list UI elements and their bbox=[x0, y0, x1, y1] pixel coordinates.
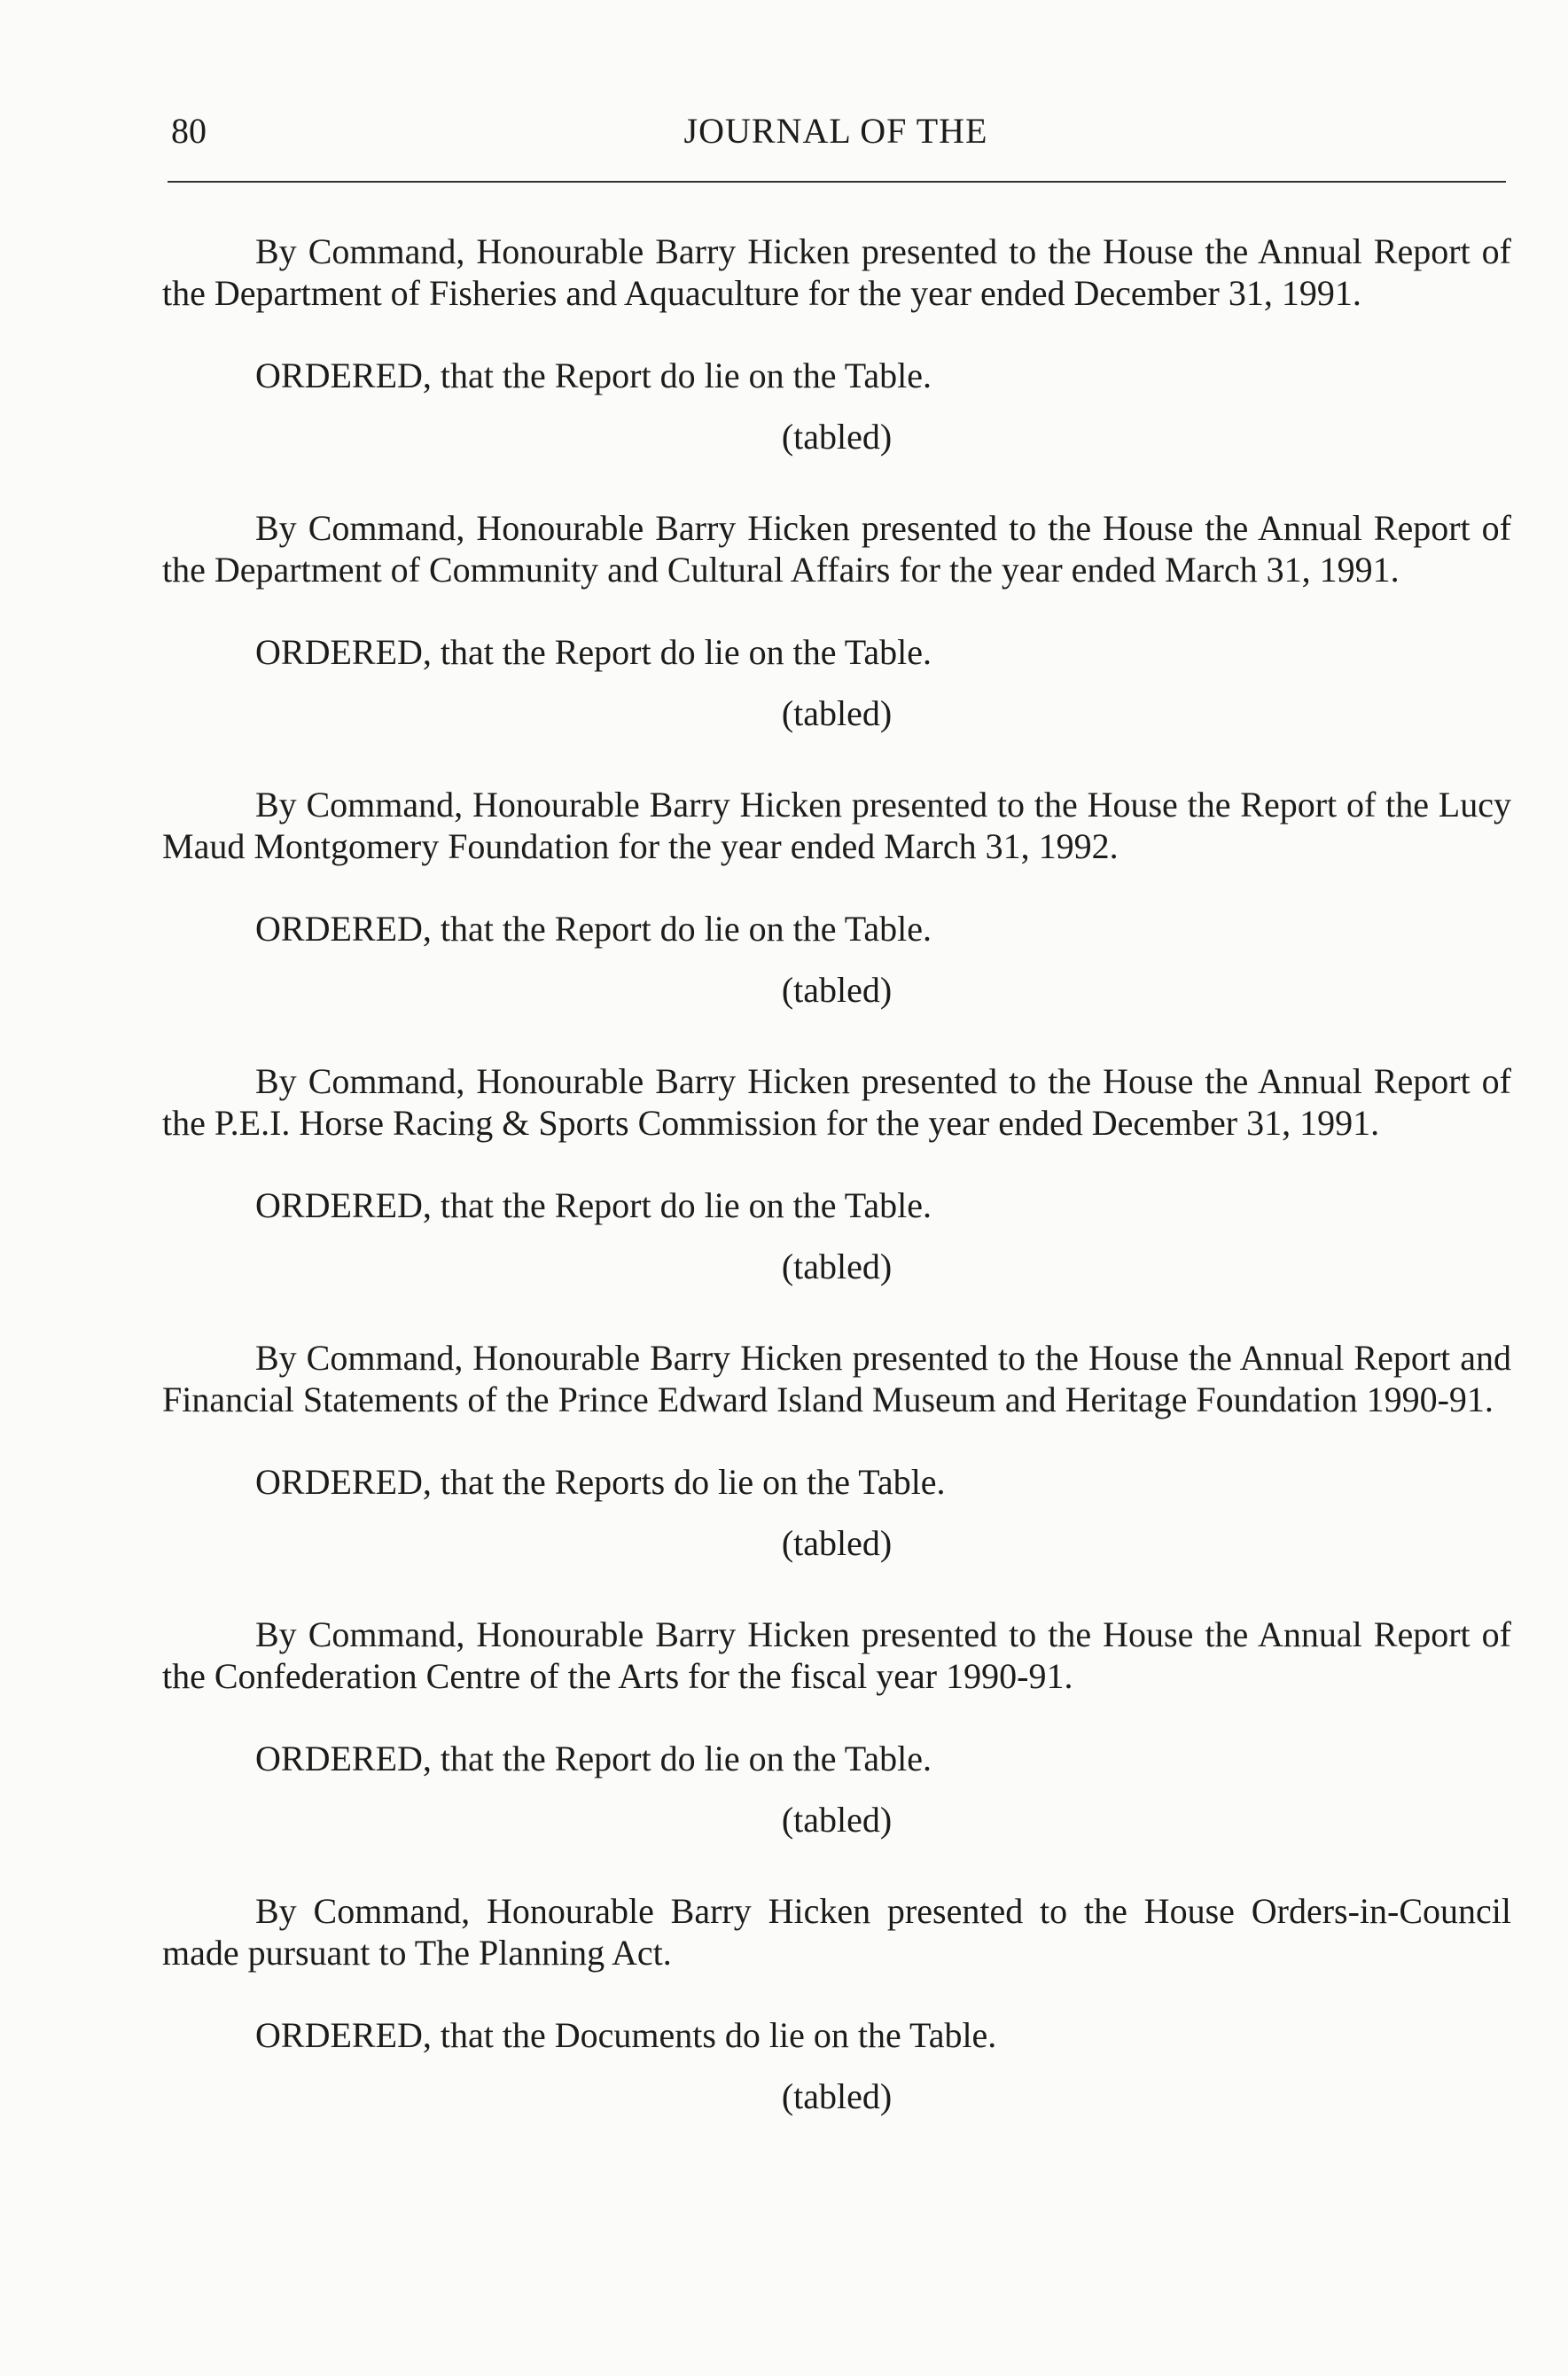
journal-entry bbox=[162, 1890, 1511, 2117]
order-line: ORDERED, that the Report do lie on the Table. bbox=[255, 1185, 932, 1225]
tabled-status: (tabled) bbox=[781, 970, 893, 1010]
running-head: JOURNAL OF THE bbox=[683, 111, 988, 151]
journal-entry bbox=[162, 1060, 1511, 1287]
journal-entry bbox=[162, 1614, 1511, 1841]
journal-body bbox=[162, 231, 1511, 2117]
page-number: 80 bbox=[171, 111, 207, 151]
entry-text: By Command, Honourable Barry Hicken presented to the House the Report of the Lucy Maud Montgomery Foundation for the year ended March 31, 1992. bbox=[162, 785, 1511, 866]
journal-entry bbox=[162, 231, 1511, 457]
order-line: ORDERED, that the Reports do lie on the Table. bbox=[255, 1462, 946, 1502]
entry-text: By Command, Honourable Barry Hicken presented to the House the Annual Report of the Confederation Centre of the Arts for the fiscal year 1990-91. bbox=[162, 1614, 1511, 1696]
tabled-status: (tabled) bbox=[781, 2076, 893, 2116]
journal-entry bbox=[162, 507, 1511, 734]
tabled-status: (tabled) bbox=[781, 1800, 893, 1840]
page-header bbox=[171, 105, 1501, 158]
entry-text: By Command, Honourable Barry Hicken presented to the House the Annual Report and Financial Statements of the Prince Edward Island Museum and Heritage Foundation 1990-91. bbox=[162, 1338, 1511, 1419]
order-line: ORDERED, that the Documents do lie on the Table. bbox=[255, 2015, 997, 2055]
order-line: ORDERED, that the Report do lie on the Table. bbox=[255, 632, 932, 672]
order-line: ORDERED, that the Report do lie on the Table. bbox=[255, 356, 932, 395]
header-rule bbox=[168, 181, 1506, 183]
order-line: ORDERED, that the Report do lie on the Table. bbox=[255, 1739, 932, 1778]
journal-entry bbox=[162, 1337, 1511, 1564]
entry-text: By Command, Honourable Barry Hicken presented to the House the Annual Report of the P.E.I. Horse Racing & Sports Commission for the year ended December 31, 1991. bbox=[162, 1061, 1511, 1143]
entry-text: By Command, Honourable Barry Hicken presented to the House Orders-in-Council made pursuant to The Planning Act. bbox=[162, 1891, 1511, 1973]
entry-text: By Command, Honourable Barry Hicken presented to the House the Annual Report of the Department of Fisheries and Aquaculture for the year ended December 31, 1991. bbox=[162, 231, 1511, 313]
tabled-status: (tabled) bbox=[781, 1247, 893, 1286]
entry-text: By Command, Honourable Barry Hicken presented to the House the Annual Report of the Department of Community and Cultural Affairs for the year ended March 31, 1991. bbox=[162, 508, 1511, 590]
tabled-status: (tabled) bbox=[781, 1523, 893, 1563]
tabled-status: (tabled) bbox=[781, 693, 893, 733]
journal-page bbox=[162, 0, 1511, 2376]
order-line: ORDERED, that the Report do lie on the Table. bbox=[255, 909, 932, 949]
journal-entry bbox=[162, 784, 1511, 1011]
tabled-status: (tabled) bbox=[781, 417, 893, 457]
